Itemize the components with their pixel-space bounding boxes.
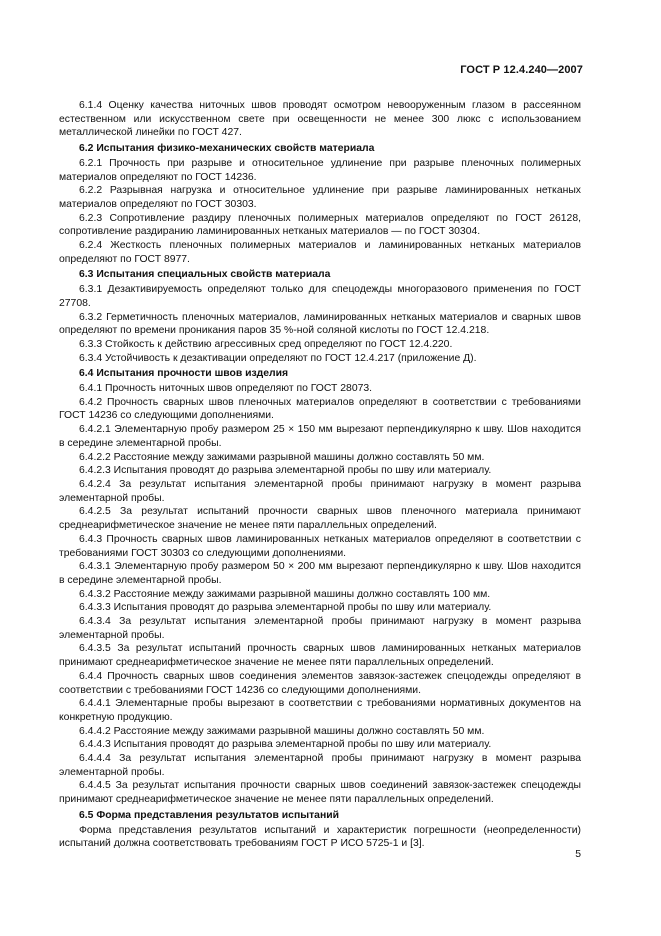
paragraph: 6.4.4.4 За результат испытания элементарной пробы принимают нагрузку в момент разрыва элементарной пробы. — [59, 753, 581, 778]
paragraph: 6.3.2 Герметичность пленочных материалов, ламинированных нетканых материалов и сварных швов определяют по времени проникания паров 35 %-ной соляной кислоты по ГОСТ 12.4.218. — [59, 311, 581, 337]
section-heading: 6.3 Испытания специальных свойств материала — [79, 269, 331, 281]
paragraph: 6.4.4.2 Расстояние между зажимами разрывной машины должно составлять 50 мм. — [79, 725, 485, 737]
paragraph: 6.4.4.5 За результат испытания прочности сварных швов соединений завязок-застежек спецодежды принимают среднеарифметическое значение не менее пяти параллельных определений. — [59, 780, 581, 806]
paragraph: 6.4.4.3 Испытания проводят до разрыва элементарной пробы по шву или материалу. — [79, 739, 492, 751]
paragraph: 6.4.2 Прочность сварных швов пленочных материалов определяют в соответствии с требованиями ГОСТ 14236 со следующими дополнениями. — [59, 396, 581, 422]
paragraph: 6.4.3.2 Расстояние между зажимами разрывной машины должно составлять 100 мм. — [79, 588, 491, 600]
paragraph: 6.4.4 Прочность сварных швов соединения элементов завязок-застежек спецодежды определяют в соответствии с требованиями ГОСТ 14236 со следующими дополнениями. — [59, 670, 581, 696]
paragraph: 6.4.1 Прочность ниточных швов определяют по ГОСТ 28073. — [79, 383, 373, 395]
page-number: 5 — [575, 849, 581, 860]
paragraph: 6.4.3 Прочность сварных швов ламинированных нетканых материалов определяют в соответствии с требованиями ГОСТ 30303 со следующими дополнениями. — [59, 533, 581, 559]
paragraph: 6.3.1 Дезактивируемость определяют только для спецодежды многоразового применения по ГОСТ 27708. — [59, 284, 581, 309]
section-heading: 6.5 Форма представления результатов испытаний — [79, 809, 340, 821]
section-heading: 6.2 Испытания физико-механических свойств материала — [79, 143, 375, 155]
paragraph: 6.2.3 Сопротивление раздиру пленочных полимерных материалов определяют по ГОСТ 26128, сопротивление раздиранию ламинированных нетканых материалов — по ГОСТ 30304. — [59, 212, 581, 238]
paragraph: 6.4.2.1 Элементарную пробу размером 25 × 150 мм вырезают перпендикулярно к шву. Шов находится в середине элементарной пробы. — [59, 424, 581, 449]
paragraph: 6.3.4 Устойчивость к дезактивации определяют по ГОСТ 12.4.217 (приложение Д). — [79, 352, 477, 364]
paragraph: 6.4.3.3 Испытания проводят до разрыва элементарной пробы по шву или материалу. — [79, 602, 492, 614]
paragraph: 6.4.2.5 За результат испытаний прочности сварных швов пленочного материала принимают среднеарифметическое значение не менее пяти параллельных определений. — [59, 506, 581, 532]
paragraph: 6.2.1 Прочность при разрыве и относительное удлинение при разрыве пленочных полимерных материалов определяют по ГОСТ 14236. — [59, 157, 581, 183]
document-header: ГОСТ Р 12.4.240—2007 — [460, 64, 583, 76]
paragraph: Форма представления результатов испытаний и характеристик погрешности (неопределенности) испытаний должна соответствовать требованиям ГОСТ Р ИСО 5725-1 и [3]. — [59, 824, 581, 850]
paragraph: 6.4.3.4 За результат испытания элементарной пробы принимают нагрузку в момент разрыва элементарной пробы. — [59, 616, 581, 641]
document-body — [59, 99, 581, 851]
paragraph: 6.2.2 Разрывная нагрузка и относительное удлинение при разрыве ламинированных нетканых материалов определяют по ГОСТ 30303. — [59, 185, 581, 210]
paragraph: 6.4.2.4 За результат испытания элементарной пробы принимают нагрузку в момент разрыва элементарной пробы. — [59, 478, 581, 504]
section-heading: 6.4 Испытания прочности швов изделия — [79, 368, 289, 380]
paragraph: 6.2.4 Жесткость пленочных полимерных материалов и ламинированных нетканых материалов определяют по ГОСТ 8977. — [59, 240, 581, 265]
paragraph: 6.4.2.2 Расстояние между зажимами разрывной машины должно составлять 50 мм. — [79, 451, 485, 463]
paragraph: 6.1.4 Оценку качества ниточных швов проводят осмотром невооруженным глазом в рассеянном естественном или искусственном свете при освещенности не менее 300 люкс с использованием металлической линейки по ГОСТ 427. — [59, 100, 581, 139]
paragraph: 6.3.3 Стойкость к действию агрессивных сред определяют по ГОСТ 12.4.220. — [79, 338, 453, 350]
paragraph: 6.4.3.1 Элементарную пробу размером 50 × 200 мм вырезают перпендикулярно к шву. Шов находится в середине элементарной пробы. — [59, 561, 581, 586]
paragraph: 6.4.4.1 Элементарные пробы вырезают в соответствии с требованиями нормативных документов на конкретную продукцию. — [59, 698, 581, 723]
paragraph: 6.4.3.5 За результат испытаний прочность сварных швов ламинированных нетканых материалов принимают среднеарифметическое значение не менее пяти параллельных определений. — [59, 643, 581, 669]
paragraph: 6.4.2.3 Испытания проводят до разрыва элементарной пробы по шву или материалу. — [79, 465, 492, 477]
